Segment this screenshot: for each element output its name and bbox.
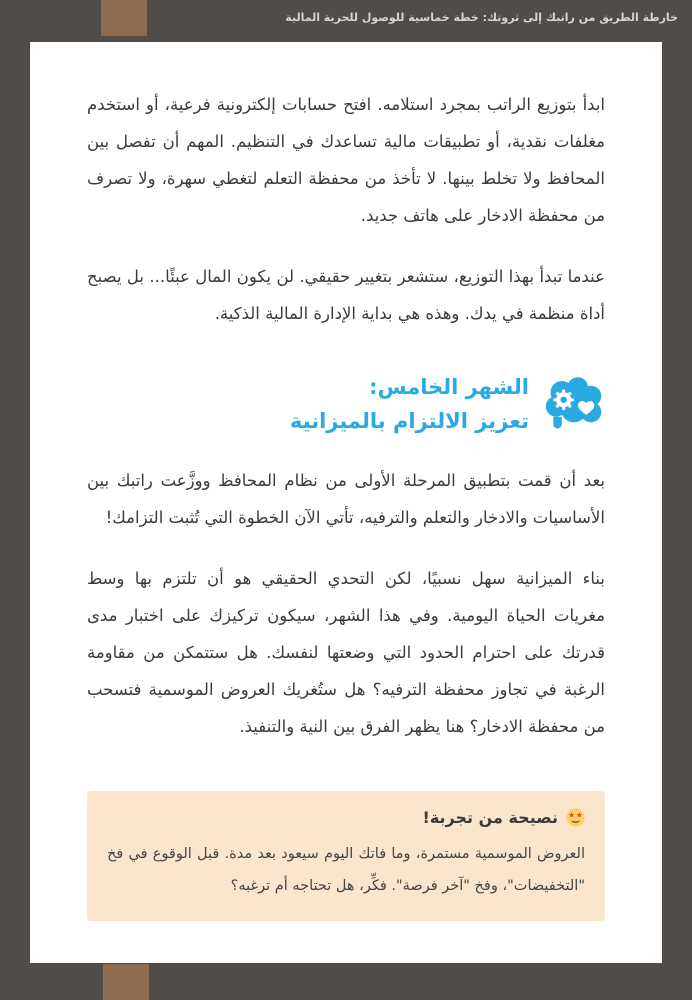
section-heading: [87, 370, 605, 438]
section-heading-text: [290, 370, 529, 438]
section-title: تعزيز الالتزام بالميزانية: [289, 409, 529, 433]
footer-accent-square: [103, 964, 149, 1000]
tip-box: [87, 791, 605, 921]
tip-header: [107, 808, 585, 827]
section-kicker: الشهر الخامس:: [369, 375, 529, 399]
tip-title: نصيحة من تجربة!: [422, 808, 558, 827]
body-paragraph: بناء الميزانية سهل نسبيًا، لكن التحدي الحقيقي هو أن تلتزم بها وسط مغريات الحياة اليومية. وفي هذا الشهر، سيكون تركيزك على اختبار مدى قدرتك على احترام الحدود التي وضعتها لنفسك. هل ستتمكن من مقاومة الرغبة في تجاوز محفظة الترفيه؟ هل ستُغريك العروض الموسمية فتسحب من محفظة الادخار؟ هنا يظهر الفرق بين النية والتنفيذ.: [87, 569, 605, 736]
header-accent-square: [101, 0, 147, 36]
document-page: [30, 42, 662, 963]
header-bar: [0, 0, 692, 36]
header-title: خارطة الطريق من راتبك إلى ثروتك: خطة خماسية للوصول للحرية المالية: [285, 11, 678, 24]
tip-body: العروض الموسمية مستمرة، وما فاتك اليوم سيعود بعد مدة. قبل الوقوع في فخ "التخفيضات"، وفخ "آخر فرصة". فكِّر، هل تحتاجه أم ترغبه؟: [107, 846, 585, 894]
body-paragraph: بعد أن قمت بتطبيق المرحلة الأولى من نظام المحافظ ووزَّعت راتبك بين الأساسيات والادخار والتعلم والترفيه، تأتي الآن الخطوة التي تُثبت التزامك!: [87, 471, 605, 527]
body-paragraph: ابدأ بتوزيع الراتب بمجرد استلامه. افتح حسابات إلكترونية فرعية، أو استخدم مغلفات نقدية، أو تطبيقات مالية تساعدك في التنظيم. المهم أن تفصل بين المحافظ ولا تخلط بينها. لا تأخذ من محفظة التعلم لتغطي سهرة، ولا تصرف من محفظة الادخار على هاتف جديد.: [87, 95, 605, 225]
brain-gear-heart-icon: [543, 377, 605, 432]
star-struck-emoji-icon: [566, 808, 585, 827]
body-paragraph: عندما تبدأ بهذا التوزيع، ستشعر بتغيير حقيقي. لن يكون المال عبئًا... بل يصبح أداة منظمة في يدك. وهذه هي بداية الإدارة المالية الذكية.: [87, 267, 605, 323]
